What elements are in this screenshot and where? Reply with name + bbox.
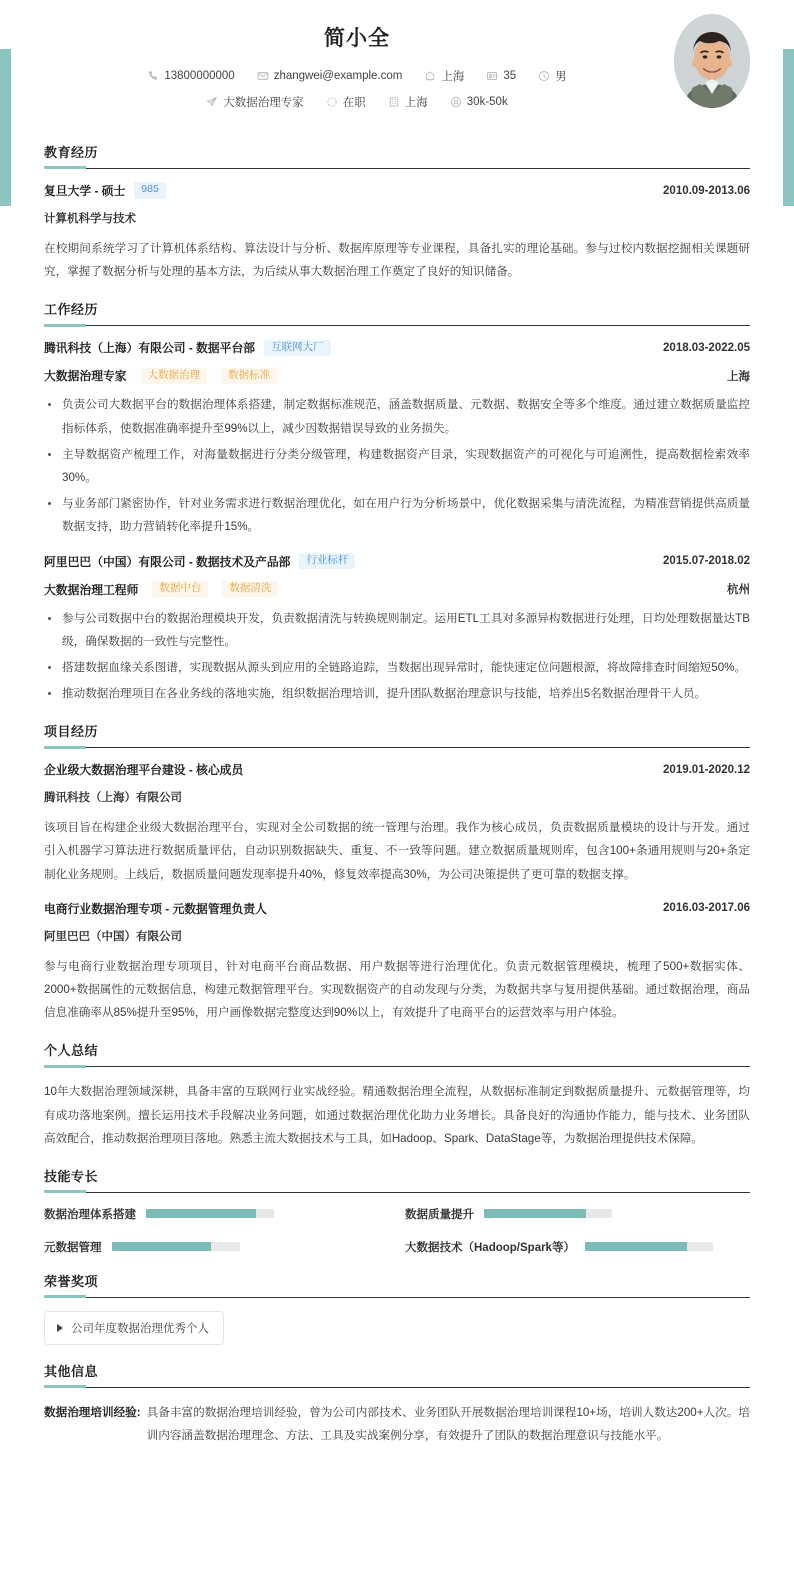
work-date: 2015.07-2018.02 [663, 555, 750, 567]
send-icon [206, 96, 218, 108]
contact-job-status [326, 94, 366, 110]
section-work-title: 工作经历 [44, 302, 99, 318]
phone-icon [147, 70, 159, 82]
section-summary [44, 1040, 750, 1150]
skill-progress-fill [146, 1209, 256, 1218]
skills-grid [44, 1206, 750, 1255]
work-bullet: 参与公司数据中台的数据治理模块开发，负责数据清洗与转换规则制定。运用ETL工具对多源异构数据进行处理，日均处理数据量达TB级，确保数据的一致性与完整性。 [44, 607, 750, 653]
project-title: 企业级大数据治理平台建设 - 核心成员 [44, 763, 244, 778]
contact-target-city-text: 上海 [404, 97, 428, 109]
education-major: 计算机科学与技术 [44, 213, 136, 225]
work-bullets [44, 607, 750, 706]
contact-gender-text: 男 [555, 71, 567, 83]
honor-list [44, 1311, 750, 1345]
skill-item [405, 1239, 750, 1255]
section-education-title: 教育经历 [44, 145, 99, 160]
honor-item[interactable] [44, 1311, 224, 1345]
work-bullet: 推动数据治理项目在各业务线的落地实施，组织数据治理培训，提升团队数据治理意识与技能，培养出5名数据治理骨干人员。 [44, 682, 750, 705]
section-other-info-header [44, 1361, 750, 1388]
contact-target-city [388, 94, 428, 110]
section-other-info [44, 1361, 750, 1447]
work-position-tag: 大数据治理 [141, 368, 208, 385]
contact-target-position [206, 94, 304, 110]
salary-icon [450, 96, 462, 108]
project-description: 该项目旨在构建企业级大数据治理平台，实现对全公司数据的统一管理与治理。我作为核心成员，负责数据质量模块的设计与开发。通过引入机器学习算法进行数据质量评估，自动识别数据缺失、重复、不一致等问题。建立数据质量规则库，包含100+条通用规则与20+条定制化业务规则。上线后，数据质量问题发现率提升40%，修复效率提高30%，为公司决策提供了更可靠的数据支撑。 [44, 821, 750, 881]
decorative-side-bar-right [783, 49, 794, 206]
mail-icon [257, 70, 269, 82]
skill-item [44, 1206, 389, 1222]
work-bullet: 与业务部门紧密协作，针对业务需求进行数据治理优化，如在用户行为分析场景中，优化数据采集与清洗流程，为精准营销提供高质量数据支持，助力营销转化率提升15%。 [44, 492, 750, 538]
skill-label: 大数据技术（Hadoop/Spark等） [405, 1241, 575, 1254]
skill-item [44, 1239, 389, 1255]
decorative-side-bar-left [0, 49, 11, 206]
work-location: 杭州 [727, 584, 750, 596]
contact-email [257, 70, 403, 82]
project-entry-header [44, 761, 750, 778]
contact-city-text: 上海 [441, 71, 465, 83]
section-honors [44, 1271, 750, 1345]
work-position-tag: 数据标准 [221, 368, 277, 385]
candidate-name: 简小全 [324, 27, 390, 50]
contact-target-position-text: 大数据治理专家 [223, 97, 304, 109]
contact-phone-text: 13800000000 [164, 70, 235, 82]
section-summary-title: 个人总结 [44, 1043, 99, 1059]
section-education-header [44, 142, 750, 169]
education-tag: 985 [134, 182, 166, 199]
work-position: 大数据治理专家 [44, 369, 127, 384]
work-bullet: 搭建数据血缘关系图谱，实现数据从源头到应用的全链路追踪，当数据出现异常时，能快速定位问题根源，将故障排查时间缩短50%。 [44, 656, 750, 679]
home-icon [424, 70, 436, 82]
project-entry-header [44, 900, 750, 917]
education-description: 在校期间系统学习了计算机体系结构、算法设计与分析、数据库原理等专业课程，具备扎实的理论基础。参与过校内数据挖掘相关课题研究，掌握了数据分析与处理的基本方法，为后续从事大数据治理工作奠定了良好的知识储备。 [44, 242, 750, 279]
contact-city [424, 68, 464, 84]
education-entry [44, 182, 750, 283]
skill-label: 数据质量提升 [405, 1208, 474, 1221]
section-projects [44, 721, 750, 1024]
work-position-tag: 数据中台 [152, 581, 208, 598]
project-description: 参与电商行业数据治理专项项目，针对电商平台商品数据、用户数据等进行治理优化。负责元数据管理模块，梳理了500+数据实体、2000+数据属性的元数据信息，构建元数据管理平台。实现数据资产的自动发现与分类，为数据共享与复用提供基础。通过数据治理，商品信息准确率从85%提升至95%，用户画像数据完整度达到90%以上，有效提升了电商平台的运营效率与用户体验。 [44, 959, 750, 1020]
work-company: 阿里巴巴（中国）有限公司 - 数据技术及产品部 [44, 554, 291, 569]
skill-progress-fill [484, 1209, 586, 1218]
contact-age-text: 35 [503, 70, 517, 82]
contact-row-primary [44, 68, 750, 84]
skill-progress-track [585, 1242, 713, 1251]
work-date: 2018.03-2022.05 [663, 341, 750, 354]
section-work-header [44, 299, 750, 326]
contact-salary [450, 96, 508, 108]
skill-label: 数据治理体系搭建 [44, 1208, 136, 1221]
section-projects-header [44, 721, 750, 748]
contact-phone [147, 70, 234, 82]
work-entry [44, 339, 750, 538]
project-entry [44, 761, 750, 886]
skill-progress-track [112, 1242, 240, 1251]
skill-progress-fill [585, 1242, 687, 1251]
avatar [674, 14, 750, 108]
gender-icon [538, 70, 550, 82]
education-school: 复旦大学 - 硕士 [44, 184, 126, 198]
section-skills [44, 1166, 750, 1255]
other-info-row [44, 1401, 750, 1447]
work-company-tag: 互联网大厂 [264, 340, 331, 357]
contact-row-secondary [44, 94, 750, 110]
project-entry [44, 900, 750, 1025]
project-title: 电商行业数据治理专项 - 元数据管理负责人 [44, 901, 267, 916]
contact-email-text: zhangwei@example.com [273, 70, 403, 82]
work-company-tag: 行业标杆 [299, 553, 355, 570]
work-position-row [44, 581, 750, 598]
contact-gender [538, 68, 567, 84]
skill-progress-track [484, 1209, 612, 1218]
work-entry-header [44, 339, 750, 356]
id-card-icon [486, 70, 498, 82]
project-date: 2016.03-2017.06 [663, 902, 750, 915]
work-bullet: 主导数据资产梳理工作，对海量数据进行分类分级管理，构建数据资产目录，实现数据资产的可视化与可追溯性，提高数据检索效率30%。 [44, 443, 750, 489]
project-org: 阿里巴巴（中国）有限公司 [44, 930, 182, 943]
work-company: 腾讯科技（上海）有限公司 - 数据平台部 [44, 341, 256, 356]
work-position-row [44, 367, 750, 384]
work-bullet: 负责公司大数据平台的数据治理体系搭建，制定数据标准规范，涵盖数据质量、元数据、数据安全等多个维度。通过建立数据质量监控指标体系，使数据准确率提升至99%以上，减少因数据错误导致的业务损失。 [44, 393, 750, 439]
section-honors-header [44, 1271, 750, 1298]
summary-text: 10年大数据治理领域深耕，具备丰富的互联网行业实战经验。精通数据治理全流程，从数据标准制定到数据质量提升、元数据管理等，均有成功落地案例。擅长运用技术手段解决业务问题，如通过数据治理优化助力业务增长。具备良好的沟通协作能力，能与技术、业务团队高效配合，推动数据治理项目落地。熟悉主流大数据技术与工具，如Hadoop、Spark、DataStage等，为数据治理提供技术保障。 [44, 1085, 750, 1145]
work-position-tag: 数据清洗 [222, 581, 278, 598]
project-date: 2019.01-2020.12 [663, 763, 750, 776]
work-bullets [44, 393, 750, 538]
skill-progress-track [146, 1209, 274, 1218]
section-other-info-title: 其他信息 [44, 1363, 99, 1379]
work-entry [44, 553, 750, 706]
status-icon [326, 96, 338, 108]
work-location: 上海 [727, 370, 750, 383]
resume-header [44, 0, 750, 126]
section-summary-header [44, 1040, 750, 1067]
section-skills-title: 技能专长 [44, 1168, 99, 1184]
skill-progress-fill [112, 1242, 212, 1251]
play-triangle-icon [57, 1324, 63, 1332]
section-honors-title: 荣誉奖项 [44, 1273, 99, 1289]
other-info-label: 数据治理培训经验: [44, 1405, 141, 1419]
contact-salary-text: 30k-50k [466, 96, 508, 108]
skill-label: 元数据管理 [44, 1241, 102, 1254]
education-entry-header [44, 182, 750, 199]
section-projects-title: 项目经历 [44, 724, 99, 740]
other-info-value: 具备丰富的数据治理培训经验，曾为公司内部技术、业务团队开展数据治理培训课程10+场，培训人数达200+人次。培训内容涵盖数据治理理念、方法、工具及实战案例分享，有效提升了团队的数据治理意识与技能水平。 [146, 1405, 750, 1443]
skill-item [405, 1206, 750, 1222]
section-work [44, 299, 750, 705]
project-org: 腾讯科技（上海）有限公司 [44, 792, 182, 805]
section-skills-header [44, 1166, 750, 1193]
work-position: 大数据治理工程师 [44, 582, 139, 597]
contact-job-status-text: 在职 [342, 97, 366, 109]
work-entry-header [44, 553, 750, 570]
contact-age [486, 70, 516, 82]
education-date: 2010.09-2013.06 [663, 184, 750, 197]
section-education [44, 142, 750, 283]
honor-item-label: 公司年度数据治理优秀个人 [71, 1322, 209, 1335]
building-icon [388, 96, 400, 108]
